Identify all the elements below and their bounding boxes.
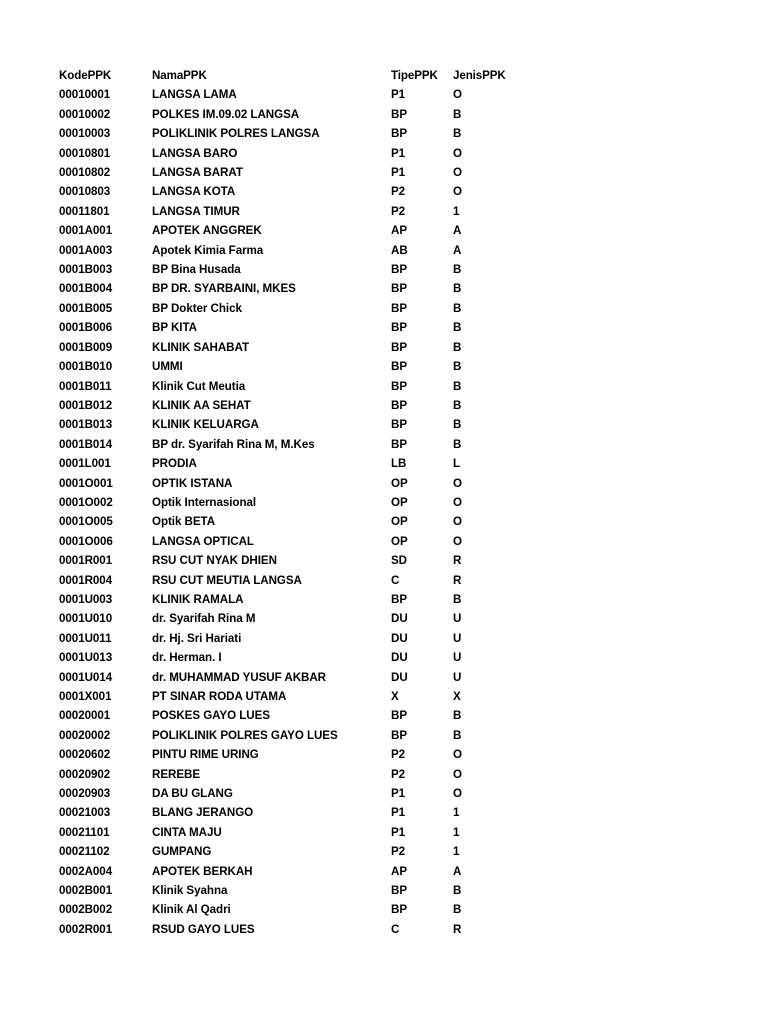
cell-jenis: B <box>453 107 462 121</box>
cell-jenis: A <box>453 243 462 257</box>
cell-tipe: BP <box>391 884 408 898</box>
cell-tipe: BP <box>391 592 408 606</box>
cell-jenis: B <box>453 379 462 393</box>
cell-jenis: B <box>453 301 462 315</box>
cell-nama: KLINIK SAHABAT <box>152 340 249 354</box>
table-row <box>59 745 519 764</box>
cell-kode: 0001O001 <box>59 476 113 490</box>
cell-kode: 00010802 <box>59 166 111 180</box>
cell-jenis: A <box>453 864 462 878</box>
cell-jenis: B <box>453 728 462 742</box>
table-row <box>59 532 519 551</box>
cell-jenis: B <box>453 263 462 277</box>
table-row <box>59 221 519 240</box>
cell-kode: 0001U013 <box>59 651 113 665</box>
cell-tipe: P2 <box>391 748 406 762</box>
table-row <box>59 590 519 609</box>
table-body <box>59 85 519 939</box>
cell-kode: 0001A003 <box>59 243 113 257</box>
cell-kode: 0001O005 <box>59 515 113 529</box>
cell-kode: 00020903 <box>59 787 111 801</box>
cell-tipe: OP <box>391 495 408 509</box>
cell-jenis: U <box>453 670 462 684</box>
cell-jenis: O <box>453 748 462 762</box>
cell-jenis: 1 <box>453 845 460 859</box>
cell-jenis: U <box>453 651 462 665</box>
cell-kode: 0002R001 <box>59 922 113 936</box>
cell-kode: 0001B010 <box>59 360 113 374</box>
cell-tipe: BP <box>391 107 408 121</box>
cell-nama: POSKES GAYO LUES <box>152 709 270 723</box>
cell-kode: 0001B005 <box>59 301 113 315</box>
cell-tipe: P2 <box>391 767 406 781</box>
cell-kode: 00020602 <box>59 748 111 762</box>
ppk-table-container <box>59 66 699 939</box>
cell-tipe: P1 <box>391 166 406 180</box>
cell-nama: KLINIK AA SEHAT <box>152 398 251 412</box>
cell-kode: 0001B003 <box>59 263 113 277</box>
cell-kode: 00020001 <box>59 709 111 723</box>
column-header-tipeppk: TipePPK <box>391 69 438 82</box>
cell-kode: 0001L001 <box>59 457 111 471</box>
table-row <box>59 512 519 531</box>
cell-tipe: P1 <box>391 787 406 801</box>
table-row <box>59 318 519 337</box>
cell-nama: POLKES IM.09.02 LANGSA <box>152 107 300 121</box>
table-row <box>59 279 519 298</box>
table-row <box>59 474 519 493</box>
cell-nama: APOTEK ANGGREK <box>152 224 262 238</box>
cell-jenis: 1 <box>453 806 460 820</box>
cell-nama: Optik Internasional <box>152 495 257 509</box>
cell-jenis: U <box>453 631 462 645</box>
cell-tipe: OP <box>391 476 408 490</box>
cell-nama: BP Bina Husada <box>152 263 241 277</box>
cell-jenis: O <box>453 767 462 781</box>
cell-kode: 00010003 <box>59 127 111 141</box>
cell-tipe: BP <box>391 379 408 393</box>
cell-jenis: O <box>453 534 462 548</box>
cell-tipe: BP <box>391 398 408 412</box>
cell-tipe: P1 <box>391 88 406 102</box>
cell-kode: 00021102 <box>59 845 110 859</box>
cell-jenis: R <box>453 554 462 568</box>
cell-nama: BP Dokter Chick <box>152 301 242 315</box>
cell-nama: LANGSA KOTA <box>152 185 236 199</box>
cell-tipe: DU <box>391 612 408 626</box>
cell-tipe: AP <box>391 224 408 238</box>
table-row <box>59 726 519 745</box>
cell-jenis: B <box>453 884 462 898</box>
cell-nama: dr. Herman. I <box>152 651 222 665</box>
cell-tipe: P2 <box>391 845 406 859</box>
table-row <box>59 784 519 803</box>
cell-jenis: O <box>453 185 462 199</box>
cell-tipe: P1 <box>391 146 406 160</box>
cell-kode: 0001O006 <box>59 534 113 548</box>
cell-tipe: BP <box>391 127 408 141</box>
cell-nama: POLIKLINIK POLRES LANGSA <box>152 127 320 141</box>
table-row <box>59 920 519 939</box>
cell-tipe: BP <box>391 321 408 335</box>
cell-jenis: 1 <box>453 204 460 218</box>
cell-jenis: O <box>453 495 462 509</box>
cell-kode: 0001B014 <box>59 437 113 451</box>
cell-kode: 00010801 <box>59 146 111 160</box>
cell-kode: 0001U010 <box>59 612 113 626</box>
table-row <box>59 862 519 881</box>
cell-kode: 00010803 <box>59 185 111 199</box>
table-row <box>59 609 519 628</box>
cell-nama: BLANG JERANGO <box>152 806 254 820</box>
table-row <box>59 551 519 570</box>
cell-nama: UMMI <box>152 360 183 374</box>
cell-nama: REREBE <box>152 767 201 781</box>
cell-tipe: P1 <box>391 806 406 820</box>
table-row <box>59 144 519 163</box>
cell-jenis: B <box>453 321 462 335</box>
cell-tipe: BP <box>391 263 408 277</box>
table-row <box>59 377 519 396</box>
cell-kode: 0001X001 <box>59 690 112 703</box>
cell-kode: 0001U011 <box>59 631 112 645</box>
cell-kode: 0001U014 <box>59 670 113 684</box>
cell-nama: CINTA MAJU <box>152 825 222 839</box>
cell-nama: RSUD GAYO LUES <box>152 922 255 936</box>
cell-tipe: DU <box>391 631 408 645</box>
column-header-namappk: NamaPPK <box>152 69 207 82</box>
table-row <box>59 260 519 279</box>
cell-tipe: BP <box>391 340 408 354</box>
cell-nama: RSU CUT MEUTIA LANGSA <box>152 573 302 587</box>
table-row <box>59 629 519 648</box>
cell-jenis: B <box>453 709 462 723</box>
cell-tipe: OP <box>391 534 408 548</box>
table-row <box>59 435 519 454</box>
table-row <box>59 454 519 473</box>
cell-kode: 0002B002 <box>59 903 113 917</box>
cell-jenis: U <box>453 612 462 626</box>
table-row <box>59 687 519 706</box>
table-row <box>59 823 519 842</box>
cell-nama: LANGSA TIMUR <box>152 204 240 218</box>
cell-nama: LANGSA LAMA <box>152 88 237 102</box>
cell-nama: Optik BETA <box>152 515 216 529</box>
table-row <box>59 900 519 919</box>
cell-nama: BP dr. Syarifah Rina M, M.Kes <box>152 437 315 451</box>
cell-nama: Apotek Kimia Farma <box>152 243 264 257</box>
cell-kode: 0001B009 <box>59 340 113 354</box>
ppk-table <box>59 66 519 939</box>
cell-tipe: AB <box>391 243 408 257</box>
cell-kode: 0001B006 <box>59 321 113 335</box>
table-row <box>59 668 519 687</box>
cell-tipe: BP <box>391 360 408 374</box>
cell-kode: 0002A004 <box>59 864 113 878</box>
cell-kode: 00020902 <box>59 767 111 781</box>
cell-kode: 0001B012 <box>59 398 113 412</box>
cell-jenis: B <box>453 398 462 412</box>
cell-nama: Klinik Syahna <box>152 884 228 898</box>
cell-tipe: AP <box>391 864 408 878</box>
cell-tipe: X <box>391 690 399 703</box>
cell-tipe: BP <box>391 903 408 917</box>
table-row <box>59 571 519 590</box>
cell-nama: KLINIK KELUARGA <box>152 418 259 432</box>
cell-nama: POLIKLINIK POLRES GAYO LUES <box>152 728 338 742</box>
cell-tipe: SD <box>391 554 408 568</box>
table-row <box>59 881 519 900</box>
cell-jenis: B <box>453 340 462 354</box>
table-row <box>59 648 519 667</box>
cell-jenis: B <box>453 360 462 374</box>
cell-jenis: O <box>453 166 462 180</box>
table-row <box>59 105 519 124</box>
cell-nama: LANGSA BARAT <box>152 166 243 180</box>
table-row <box>59 163 519 182</box>
cell-jenis: 1 <box>453 825 460 839</box>
cell-kode: 0001R001 <box>59 554 113 568</box>
cell-tipe: BP <box>391 418 408 432</box>
cell-tipe: BP <box>391 437 408 451</box>
column-header-jenisppk: JenisPPK <box>453 69 506 82</box>
cell-jenis: O <box>453 88 462 102</box>
cell-nama: dr. MUHAMMAD YUSUF AKBAR <box>152 670 326 684</box>
cell-nama: PT SINAR RODA UTAMA <box>152 690 287 703</box>
table-row <box>59 803 519 822</box>
cell-nama: Klinik Al Qadri <box>152 903 231 917</box>
table-row <box>59 706 519 725</box>
cell-nama: GUMPANG <box>152 845 212 859</box>
table-row <box>59 493 519 512</box>
cell-kode: 00011801 <box>59 204 110 218</box>
cell-jenis: O <box>453 787 462 801</box>
table-row <box>59 338 519 357</box>
table-row <box>59 241 519 260</box>
cell-nama: BP KITA <box>152 321 197 335</box>
cell-jenis: B <box>453 282 462 296</box>
cell-nama: OPTIK ISTANA <box>152 476 233 490</box>
cell-kode: 00021003 <box>59 806 111 820</box>
cell-jenis: B <box>453 592 462 606</box>
cell-tipe: BP <box>391 709 408 723</box>
cell-jenis: A <box>453 224 462 238</box>
table-row <box>59 182 519 201</box>
cell-tipe: DU <box>391 670 408 684</box>
cell-kode: 0001O002 <box>59 495 113 509</box>
table-row <box>59 765 519 784</box>
table-header-row <box>59 66 519 85</box>
table-row <box>59 357 519 376</box>
cell-nama: DA BU GLANG <box>152 787 233 801</box>
column-header-kodeppk: KodePPK <box>59 69 112 82</box>
table-row <box>59 396 519 415</box>
cell-kode: 0001A001 <box>59 224 113 238</box>
cell-jenis: B <box>453 418 462 432</box>
cell-jenis: B <box>453 903 462 917</box>
table-row <box>59 842 519 861</box>
cell-kode: 0001U003 <box>59 592 113 606</box>
cell-kode: 0002B001 <box>59 884 113 898</box>
cell-nama: KLINIK RAMALA <box>152 592 244 606</box>
cell-kode: 00020002 <box>59 728 111 742</box>
cell-nama: dr. Syarifah Rina M <box>152 612 256 626</box>
cell-jenis: R <box>453 573 462 587</box>
cell-tipe: BP <box>391 301 408 315</box>
table-row <box>59 415 519 434</box>
cell-kode: 00010001 <box>59 88 111 102</box>
cell-tipe: OP <box>391 515 408 529</box>
cell-tipe: BP <box>391 282 408 296</box>
cell-kode: 0001B004 <box>59 282 113 296</box>
cell-jenis: B <box>453 437 462 451</box>
cell-jenis: O <box>453 476 462 490</box>
cell-jenis: B <box>453 127 462 141</box>
cell-tipe: P2 <box>391 185 406 199</box>
cell-kode: 00021101 <box>59 825 110 839</box>
cell-jenis: X <box>453 690 461 703</box>
cell-tipe: P1 <box>391 825 406 839</box>
cell-tipe: P2 <box>391 204 406 218</box>
cell-nama: Klinik Cut Meutia <box>152 379 246 393</box>
cell-tipe: BP <box>391 728 408 742</box>
cell-nama: PINTU RIME URING <box>152 748 259 762</box>
table-row <box>59 299 519 318</box>
cell-tipe: C <box>391 922 400 936</box>
table-row <box>59 124 519 143</box>
cell-kode: 0001B013 <box>59 418 113 432</box>
cell-nama: dr. Hj. Sri Hariati <box>152 631 242 645</box>
cell-jenis: O <box>453 146 462 160</box>
cell-nama: APOTEK BERKAH <box>152 864 253 878</box>
cell-kode: 0001B011 <box>59 379 112 393</box>
cell-nama: PRODIA <box>152 457 197 471</box>
cell-kode: 00010002 <box>59 107 111 121</box>
cell-kode: 0001R004 <box>59 573 113 587</box>
cell-tipe: C <box>391 573 400 587</box>
cell-nama: RSU CUT NYAK DHIEN <box>152 554 277 568</box>
cell-jenis: L <box>453 457 461 471</box>
cell-jenis: O <box>453 515 462 529</box>
cell-nama: BP DR. SYARBAINI, MKES <box>152 282 296 296</box>
table-header <box>59 66 519 85</box>
cell-jenis: R <box>453 922 462 936</box>
cell-tipe: DU <box>391 651 408 665</box>
cell-nama: LANGSA OPTICAL <box>152 534 254 548</box>
cell-nama: LANGSA BARO <box>152 146 238 160</box>
table-row <box>59 85 519 104</box>
cell-tipe: LB <box>391 457 407 471</box>
table-row <box>59 202 519 221</box>
